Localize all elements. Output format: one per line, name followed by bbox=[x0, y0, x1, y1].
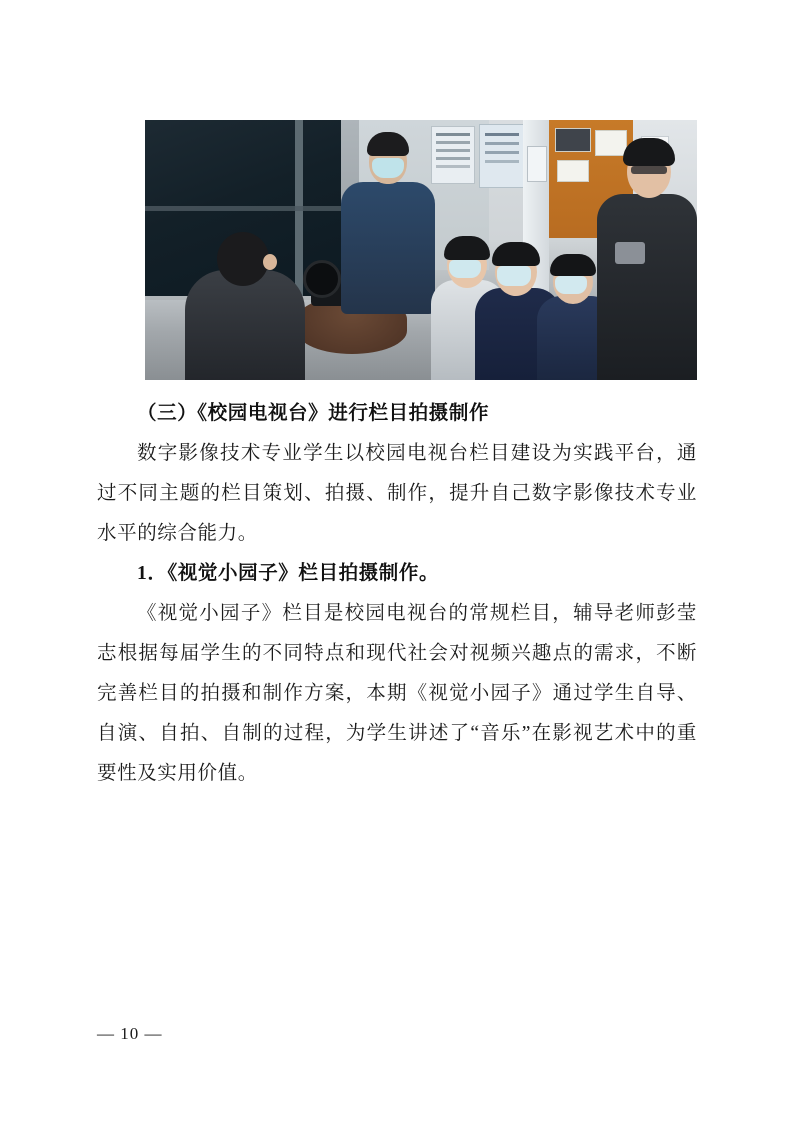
wall-poster-left bbox=[431, 126, 475, 184]
cork-photo bbox=[555, 128, 591, 152]
section-heading: （三）《校园电视台》进行栏目拍摄制作 bbox=[137, 403, 490, 424]
teacher-hair bbox=[367, 132, 409, 156]
student-seated-hair bbox=[444, 236, 490, 260]
window-transom bbox=[145, 206, 341, 211]
student-foreground-head bbox=[217, 232, 269, 286]
paragraph-body: 《视觉小园子》栏目是校园电视台的常规栏目，辅导老师彭莹志根据每届学生的不同特点和现代社会对视频兴趣点的需求，不断完善栏目的拍摄和制作方案，本期《视觉小园子》通过学生自导、自演、自拍、自制的过程，为学生讲述了“音乐”在影视艺术中的重要性及实用价值。 bbox=[97, 603, 697, 784]
page-content bbox=[97, 120, 697, 794]
student-seated-hair bbox=[492, 242, 540, 266]
paragraph-intro: 数字影像技术专业学生以校园电视台栏目建设为实践平台，通过不同主题的栏目策划、拍摄、制作，提升自己数字影像技术专业水平的综合能力。 bbox=[97, 443, 697, 544]
student-foreground-body bbox=[185, 270, 305, 380]
student-seated-face-mask bbox=[497, 266, 531, 286]
student-seated-face-mask bbox=[449, 260, 481, 278]
sub-section-heading: 1．《视觉小园子》栏目拍摄制作。 bbox=[137, 563, 440, 584]
student-standing-hair bbox=[623, 138, 675, 166]
cork-note bbox=[595, 130, 627, 156]
student-standing-sleeve-patch bbox=[615, 242, 645, 264]
student-seated-face-mask bbox=[555, 276, 587, 294]
page-number: — 10 — bbox=[97, 1024, 163, 1043]
teacher-face-mask bbox=[372, 158, 404, 178]
photo-image bbox=[145, 120, 697, 380]
student-foreground-ear bbox=[263, 254, 277, 270]
cork-note bbox=[557, 160, 589, 182]
wall-switch-box bbox=[527, 146, 547, 182]
wall-poster-right bbox=[479, 124, 525, 188]
student-standing-glasses bbox=[631, 166, 667, 174]
teacher-body bbox=[341, 182, 435, 314]
photo-figure bbox=[145, 120, 697, 380]
student-standing-body bbox=[597, 194, 697, 380]
video-camera-lens bbox=[303, 260, 341, 298]
student-seated-hair bbox=[550, 254, 596, 276]
